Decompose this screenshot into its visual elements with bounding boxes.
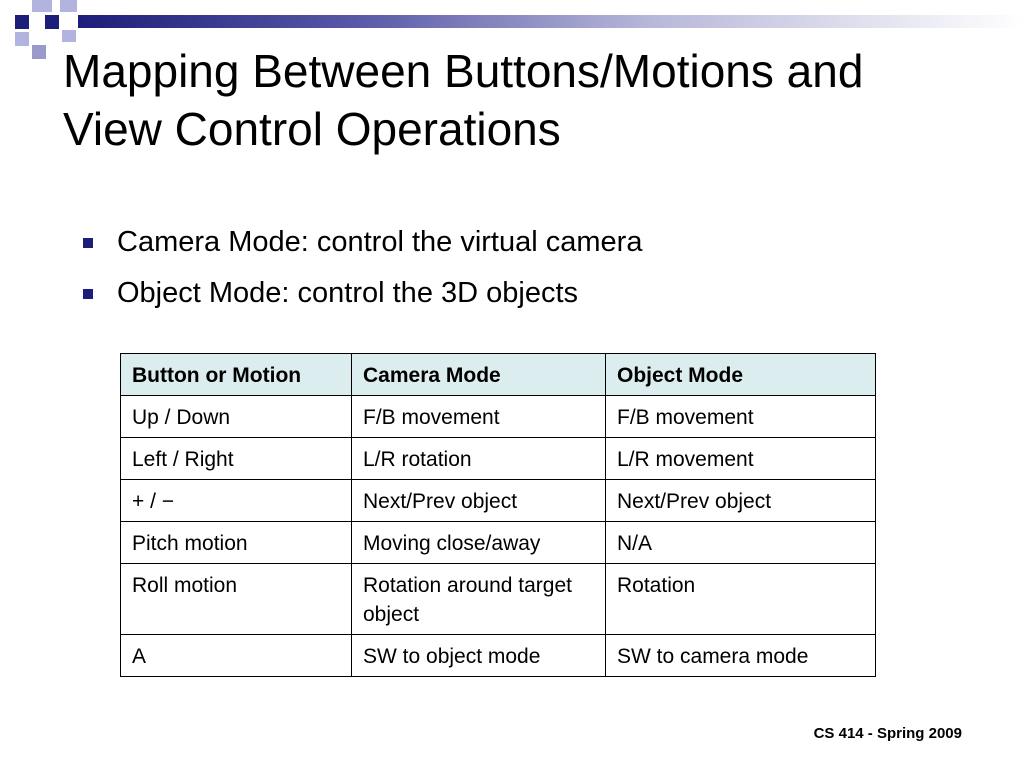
table-cell: F/B movement — [606, 396, 876, 438]
slide-title — [63, 42, 1003, 158]
column-header: Button or Motion — [121, 354, 352, 396]
table-cell: Moving close/away — [352, 522, 606, 564]
square-bullet-icon — [83, 289, 93, 299]
table-cell: L/R rotation — [352, 438, 606, 480]
table-cell: A — [121, 635, 352, 677]
table-row — [121, 635, 876, 677]
table-cell: F/B movement — [352, 396, 606, 438]
title-line-1: Mapping Between Buttons/Motions and — [63, 45, 864, 97]
decor-square — [32, 45, 46, 59]
table-cell: Rotation around target object — [352, 564, 606, 635]
decor-square — [45, 15, 59, 29]
bullet-text: Object Mode: control the 3D objects — [117, 277, 579, 309]
header-gradient-bar — [78, 15, 1024, 28]
decor-square — [60, 0, 77, 12]
square-bullet-icon — [83, 238, 93, 248]
table-row — [121, 396, 876, 438]
table-cell: SW to camera mode — [606, 635, 876, 677]
decor-square — [15, 15, 29, 29]
slide-footer: CS 414 - Spring 2009 — [813, 725, 962, 742]
table-row — [121, 564, 876, 635]
table-cell: Left / Right — [121, 438, 352, 480]
table-cell: N/A — [606, 522, 876, 564]
table-cell: Rotation — [606, 564, 876, 635]
column-header: Camera Mode — [352, 354, 606, 396]
decor-square — [15, 32, 29, 46]
decor-square — [62, 30, 76, 42]
table-cell: Roll motion — [121, 564, 352, 635]
bullet-list — [80, 222, 642, 324]
table-cell: L/R movement — [606, 438, 876, 480]
bullet-text: Camera Mode: control the virtual camera — [117, 226, 643, 258]
title-line-2: View Control Operations — [63, 103, 561, 155]
table-row — [121, 438, 876, 480]
column-header: Object Mode — [606, 354, 876, 396]
decor-square — [32, 0, 52, 12]
table-cell: SW to object mode — [352, 635, 606, 677]
table-row — [121, 480, 876, 522]
table-cell: Pitch motion — [121, 522, 352, 564]
table-cell: Next/Prev object — [352, 480, 606, 522]
bullet-item — [80, 222, 642, 273]
table-row — [121, 522, 876, 564]
table-cell: Next/Prev object — [606, 480, 876, 522]
table-header-row — [121, 354, 876, 396]
table-cell: Up / Down — [121, 396, 352, 438]
bullet-item — [80, 273, 642, 324]
table-cell: + / − — [121, 480, 352, 522]
mapping-table — [120, 353, 876, 677]
